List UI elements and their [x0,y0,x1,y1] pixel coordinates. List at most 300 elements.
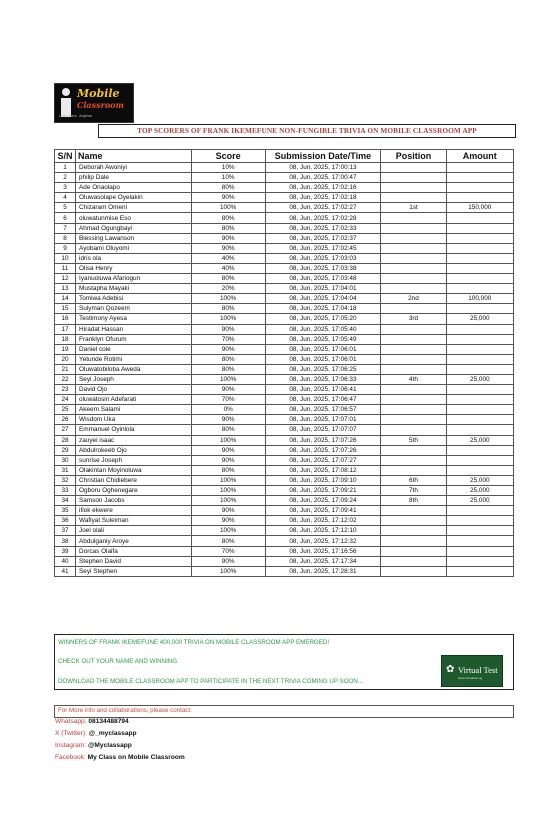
row-submission-date: 08, Jun, 2025, 17:04:18 [265,304,381,314]
row-amount [446,284,513,294]
row-position [381,274,446,284]
row-position [381,385,446,395]
mobile-classroom-logo [54,83,134,123]
logo-text-top: Mobile [77,87,120,100]
row-name: Dorcas Olaifa [76,546,192,556]
row-position [381,243,446,253]
row-name: Deborah Awoniyi [76,163,192,173]
table-row [55,465,514,475]
row-sn: 9 [55,243,76,253]
row-amount [446,253,513,263]
table-row [55,213,514,223]
row-submission-date: 08, Jun, 2025, 17:03:38 [265,263,381,273]
row-position: 8th [381,496,446,506]
table-row [55,183,514,193]
row-sn: 23 [55,385,76,395]
table-row [55,536,514,546]
row-position [381,465,446,475]
row-position [381,445,446,455]
row-position [381,193,446,203]
header-score: Score [191,150,265,163]
row-name: Hiradat Hassan [76,324,192,334]
row-submission-date: 08, Jun, 2025, 17:02:33 [265,223,381,233]
contact-label: X (Twitter): [55,730,87,737]
table-row [55,314,514,324]
row-position [381,324,446,334]
row-amount [446,344,513,354]
table-row [55,546,514,556]
row-position: 3rd [381,314,446,324]
row-submission-date: 08, Jun, 2025, 17:05:49 [265,334,381,344]
row-score: 10% [191,163,265,173]
tree-icon: ✿ [446,664,455,675]
row-submission-date: 08, Jun, 2025, 17:00:47 [265,173,381,183]
row-name: idris ola [76,253,192,263]
row-amount [446,183,513,193]
row-amount [446,243,513,253]
row-score: 90% [191,324,265,334]
row-amount [446,526,513,536]
row-sn: 4 [55,193,76,203]
table-row [55,486,514,496]
row-name: Wisdom Uka [76,415,192,425]
row-submission-date: 08, Jun, 2025, 17:12:02 [265,516,381,526]
row-amount [446,405,513,415]
row-submission-date: 08, Jun, 2025, 17:07:01 [265,415,381,425]
row-position [381,516,446,526]
row-sn: 17 [55,324,76,334]
row-sn: 37 [55,526,76,536]
row-score: 40% [191,263,265,273]
row-amount [446,163,513,173]
row-score: 70% [191,395,265,405]
row-submission-date: 08, Jun, 2025, 17:02:28 [265,213,381,223]
row-score: 90% [191,455,265,465]
row-sn: 19 [55,344,76,354]
row-position [381,415,446,425]
table-row [55,324,514,334]
row-amount [446,566,513,576]
row-position [381,556,446,566]
row-amount: 25,000 [446,314,513,324]
row-amount [446,173,513,183]
row-name: Ahmad Ogungbayi [76,223,192,233]
row-sn: 26 [55,415,76,425]
row-name: Seyi Stephen [76,566,192,576]
row-submission-date: 08, Jun, 2025, 17:16:56 [265,546,381,556]
row-amount [446,233,513,243]
row-amount [446,223,513,233]
announcement-line-2: CHECK OUT YOUR NAME AND WINNING. [58,658,179,665]
table-row [55,374,514,384]
row-sn: 12 [55,274,76,284]
row-sn: 33 [55,486,76,496]
row-score: 20% [191,284,265,294]
row-sn: 2 [55,173,76,183]
table-row [55,415,514,425]
row-name: oluwatunmise Eso [76,213,192,223]
row-submission-date: 08, Jun, 2025, 17:05:40 [265,324,381,334]
row-sn: 24 [55,395,76,405]
row-name: sunrise Joseph [76,455,192,465]
contact-label: Whatsapp: [55,718,87,725]
row-position: 5th [381,435,446,445]
row-position [381,425,446,435]
row-amount [446,304,513,314]
row-sn: 32 [55,475,76,485]
row-name: Sulyman Qozeem [76,304,192,314]
row-score: 90% [191,385,265,395]
contact-label: Facebook: [55,754,86,761]
row-amount: 25,000 [446,486,513,496]
row-amount [446,385,513,395]
row-name: Akeem Salami [76,405,192,415]
row-submission-date: 08, Jun, 2025, 17:02:16 [265,183,381,193]
table-row [55,405,514,415]
row-sn: 8 [55,233,76,243]
row-name: Wafiyat Suleiman [76,516,192,526]
row-submission-date: 08, Jun, 2025, 17:09:10 [265,475,381,485]
row-position [381,223,446,233]
table-row [55,203,514,213]
row-score: 80% [191,304,265,314]
row-position [381,233,446,243]
table-row [55,385,514,395]
row-submission-date: 08, Jun, 2025, 17:06:01 [265,354,381,364]
table-row [55,364,514,374]
row-amount: 25,000 [446,475,513,485]
header-amount: Amount [446,150,513,163]
row-amount [446,516,513,526]
table-row [55,274,514,284]
row-amount: 100,000 [446,294,513,304]
row-score: 80% [191,213,265,223]
row-sn: 13 [55,284,76,294]
row-submission-date: 08, Jun, 2025, 17:07:26 [265,445,381,455]
row-score: 80% [191,354,265,364]
row-position [381,334,446,344]
row-submission-date: 08, Jun, 2025, 17:06:41 [265,385,381,395]
row-position [381,213,446,223]
row-name: David Ojo [76,385,192,395]
row-submission-date: 08, Jun, 2025, 17:04:01 [265,284,381,294]
table-row [55,496,514,506]
contact-value: @_myclassapp [88,730,137,737]
contact-value: 08134488794 [88,718,129,725]
row-position [381,344,446,354]
row-name: Olisa Henry [76,263,192,273]
row-submission-date: 08, Jun, 2025, 17:02:18 [265,193,381,203]
row-name: Olakintan Moyinoluwa [76,465,192,475]
row-score: 80% [191,223,265,233]
row-amount [446,445,513,455]
document-title: TOP SCORERS OF FRANK IKEMEFUNE NON-FUNGIBLE TRIVIA ON MOBILE CLASSROOM APP [98,124,516,138]
row-submission-date: 08, Jun, 2025, 17:28:31 [265,566,381,576]
row-submission-date: 08, Jun, 2025, 17:07:27 [265,455,381,465]
contact-value: My Class on Mobile Classroom [87,754,185,761]
row-score: 90% [191,233,265,243]
row-name: Seyi Joseph [76,374,192,384]
announcement-line-3: DOWNLOAD THE MOBILE CLASSROOM APP TO PARTICIPATE IN THE NEXT TRIVIA COMING UP SOON... [58,678,363,685]
virtual-test-logo [441,655,503,687]
header-sn: S/N [55,150,76,163]
row-name: Franklyn Ofurum [76,334,192,344]
contact-value: @Myclassapp [88,742,132,749]
sponsor-name: Virtual Test [458,665,498,675]
row-submission-date: 08, Jun, 2025, 17:07:07 [265,425,381,435]
row-position [381,364,446,374]
row-submission-date: 08, Jun, 2025, 17:12:10 [265,526,381,536]
row-score: 80% [191,536,265,546]
row-score: 100% [191,294,265,304]
row-submission-date: 08, Jun, 2025, 17:06:01 [265,344,381,354]
row-amount [446,213,513,223]
table-row [55,445,514,455]
row-submission-date: 08, Jun, 2025, 17:06:57 [265,405,381,415]
table-row [55,334,514,344]
contact-facebook [55,754,185,761]
table-row [55,435,514,445]
scores-table [54,149,514,577]
row-submission-date: 08, Jun, 2025, 17:02:37 [265,233,381,243]
row-score: 90% [191,506,265,516]
row-submission-date: 08, Jun, 2025, 17:08:12 [265,465,381,475]
table-row [55,516,514,526]
row-score: 100% [191,203,265,213]
row-sn: 40 [55,556,76,566]
row-score: 0% [191,405,265,415]
row-position: 7th [381,486,446,496]
row-amount [446,263,513,273]
contact-heading-box [54,705,514,718]
row-submission-date: 08, Jun, 2025, 17:17:34 [265,556,381,566]
row-name: Ayobami Oluyomi [76,243,192,253]
table-row [55,233,514,243]
row-amount: 25,000 [446,435,513,445]
row-score: 80% [191,364,265,374]
table-row [55,173,514,183]
table-row [55,163,514,173]
table-row [55,253,514,263]
header-position: Position [381,150,446,163]
row-name: Abdulrokeeb Ojo [76,445,192,455]
row-submission-date: 08, Jun, 2025, 17:06:47 [265,395,381,405]
row-submission-date: 08, Jun, 2025, 17:03:03 [265,253,381,263]
row-name: ifiok ekwere [76,506,192,516]
row-sn: 35 [55,506,76,516]
row-name: Daniel cole [76,344,192,354]
row-sn: 41 [55,566,76,576]
row-position [381,173,446,183]
row-score: 90% [191,415,265,425]
sponsor-subtitle: www.virtualtest.ng [458,676,483,680]
row-name: Yetunde Rotimi [76,354,192,364]
row-name: Ade Onaolapo [76,183,192,193]
row-score: 70% [191,334,265,344]
row-position [381,536,446,546]
row-sn: 34 [55,496,76,506]
table-row [55,455,514,465]
row-name: philip Dale [76,173,192,183]
row-name: Chizaram Omeni [76,203,192,213]
row-position [381,163,446,173]
row-name: oluwatosin Adefarati [76,395,192,405]
row-sn: 27 [55,425,76,435]
table-row [55,243,514,253]
table-row [55,354,514,364]
row-submission-date: 08, Jun, 2025, 17:07:26 [265,435,381,445]
row-sn: 18 [55,334,76,344]
row-amount [446,354,513,364]
row-amount [446,274,513,284]
row-score: 90% [191,193,265,203]
row-submission-date: 08, Jun, 2025, 17:04:04 [265,294,381,304]
row-name: Abdulganiy Aroye [76,536,192,546]
header-name: Name [76,150,192,163]
row-submission-date: 08, Jun, 2025, 17:06:25 [265,364,381,374]
person-icon [59,88,73,117]
row-name: Oluwasolape Oyelakin [76,193,192,203]
row-amount [446,364,513,374]
row-score: 90% [191,243,265,253]
row-amount [446,415,513,425]
logo-text-bottom: Classroom [77,100,124,110]
table-row [55,344,514,354]
row-amount [446,425,513,435]
table-row [55,294,514,304]
row-amount: 25,000 [446,374,513,384]
winners-announcement [54,634,514,690]
table-row [55,284,514,294]
row-score: 70% [191,546,265,556]
row-score: 90% [191,516,265,526]
row-sn: 30 [55,455,76,465]
row-name: Ogboru Oghenegare [76,486,192,496]
row-position [381,263,446,273]
row-name: Blessing Lawanson [76,233,192,243]
row-position [381,253,446,263]
row-submission-date: 08, Jun, 2025, 17:09:24 [265,496,381,506]
row-amount [446,556,513,566]
row-score: 90% [191,445,265,455]
table-row [55,526,514,536]
row-sn: 10 [55,253,76,263]
row-submission-date: 08, Jun, 2025, 17:09:41 [265,506,381,516]
row-score: 100% [191,314,265,324]
header-submission-date: Submission Date/Time [265,150,381,163]
row-score: 90% [191,556,265,566]
row-position: 1st [381,203,446,213]
row-amount [446,546,513,556]
row-score: 80% [191,425,265,435]
row-score: 80% [191,465,265,475]
announcement-line-1: WINNERS OF FRANK IKEMEFUNE 400,000 TRIVIA ON MOBILE CLASSROOM APP EMERGED! [58,639,330,646]
row-amount [446,193,513,203]
row-sn: 38 [55,536,76,546]
row-sn: 7 [55,223,76,233]
row-amount [446,334,513,344]
row-name: Testimony Ayesa [76,314,192,324]
row-score: 90% [191,344,265,354]
row-submission-date: 08, Jun, 2025, 17:09:21 [265,486,381,496]
row-submission-date: 08, Jun, 2025, 17:02:27 [265,203,381,213]
row-submission-date: 08, Jun, 2025, 17:12:32 [265,536,381,546]
table-row [55,506,514,516]
row-score: 100% [191,496,265,506]
row-amount: 25,000 [446,496,513,506]
row-submission-date: 08, Jun, 2025, 17:06:33 [265,374,381,384]
table-row [55,223,514,233]
logo-tagline: Learn Here . Anytime [59,114,92,118]
row-sn: 5 [55,203,76,213]
row-name: Tomiwa Adebisi [76,294,192,304]
row-position: 2nd [381,294,446,304]
contact-label: Instagram: [55,742,87,749]
contact-instagram [55,742,132,749]
table-row [55,304,514,314]
row-sn: 20 [55,354,76,364]
row-position [381,546,446,556]
table-row [55,263,514,273]
row-position [381,183,446,193]
row-amount: 150,000 [446,203,513,213]
row-sn: 21 [55,364,76,374]
row-position [381,506,446,516]
row-score: 100% [191,486,265,496]
table-row [55,395,514,405]
row-name: Oluwatobiloba Aweda [76,364,192,374]
row-amount [446,455,513,465]
row-sn: 15 [55,304,76,314]
table-row [55,556,514,566]
contact-twitter [55,730,137,737]
table-row [55,475,514,485]
row-name: zauyei isaac [76,435,192,445]
table-row [55,193,514,203]
table-row [55,425,514,435]
row-submission-date: 08, Jun, 2025, 17:03:48 [265,274,381,284]
row-score: 80% [191,274,265,284]
contact-whatsapp [55,718,129,725]
row-sn: 16 [55,314,76,324]
row-score: 10% [191,173,265,183]
row-position: 4th [381,374,446,384]
row-score: 100% [191,374,265,384]
row-score: 40% [191,253,265,263]
row-score: 100% [191,566,265,576]
row-name: Emmanuel Oyinlola [76,425,192,435]
row-position: 6th [381,475,446,485]
row-sn: 25 [55,405,76,415]
row-score: 100% [191,475,265,485]
row-sn: 1 [55,163,76,173]
row-amount [446,506,513,516]
row-position [381,405,446,415]
row-name: Joel olali [76,526,192,536]
row-position [381,304,446,314]
row-submission-date: 08, Jun, 2025, 17:00:13 [265,163,381,173]
row-sn: 22 [55,374,76,384]
row-score: 100% [191,526,265,536]
row-submission-date: 08, Jun, 2025, 17:02:45 [265,243,381,253]
row-name: Iyanuoluwa Afariogun [76,274,192,284]
row-sn: 29 [55,445,76,455]
row-name: Stephen David [76,556,192,566]
row-amount [446,324,513,334]
row-name: Samson Jacobs [76,496,192,506]
row-name: Christian Chidiebere [76,475,192,485]
row-score: 80% [191,183,265,193]
